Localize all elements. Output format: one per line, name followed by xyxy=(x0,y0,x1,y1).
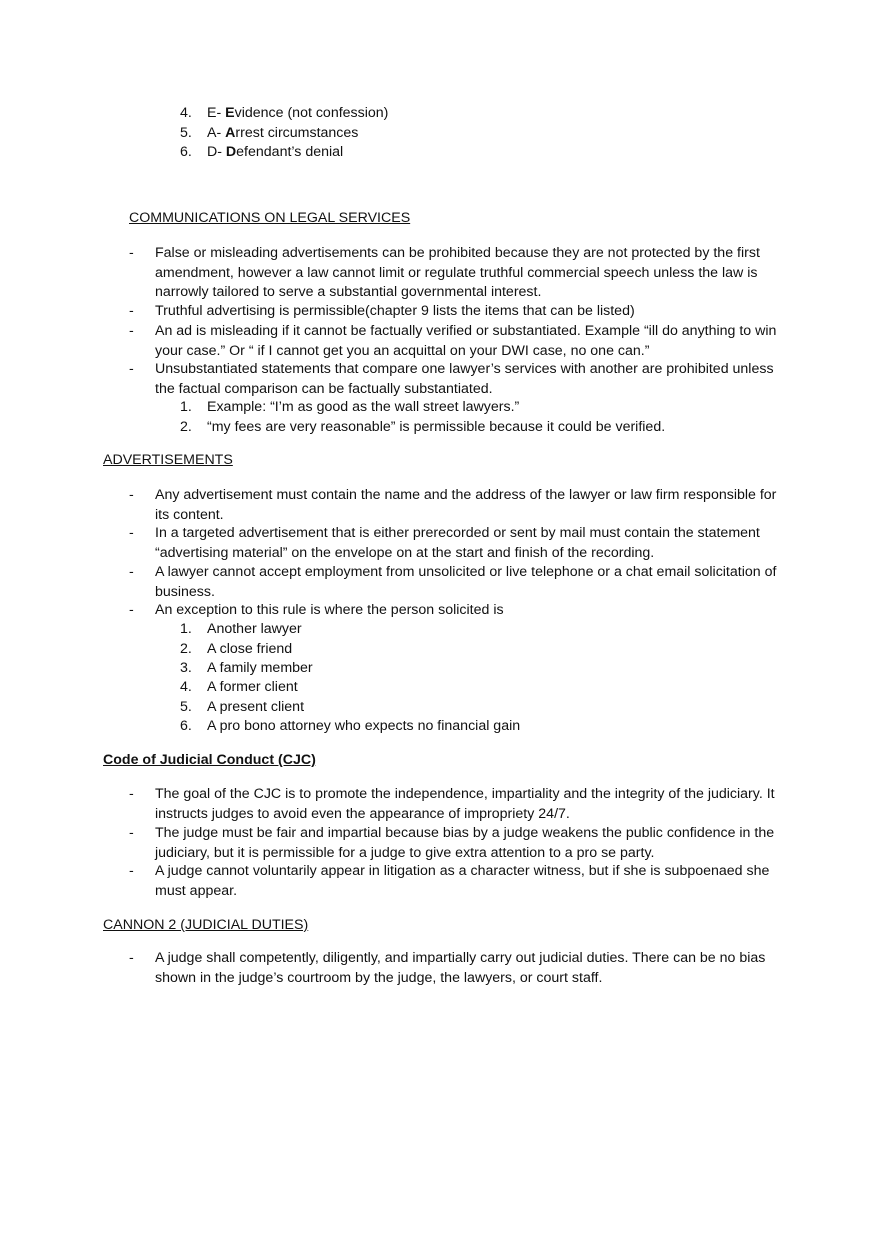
list-item: 3. A family member xyxy=(180,660,313,676)
list-item: 6. D- Defendant’s denial xyxy=(180,143,343,163)
bullet-item: - The goal of the CJC is to promote the independence, impartiality and the integrity of the judiciary. It instructs judges to avoid even the appearance of impropriety 24/7. xyxy=(129,786,775,822)
bullet-item: - In a targeted advertisement that is either prerecorded or sent by mail must contain the statement “advertising material” on the envelope on at the start and finish of the recording. xyxy=(129,525,760,561)
bullet-item: - An exception to this rule is where the person solicited is xyxy=(129,602,504,618)
bullet-item: - Any advertisement must contain the name and the address of the lawyer or law firm responsible for its content. xyxy=(129,487,777,523)
list-item: 1. Example: “I’m as good as the wall street lawyers.” xyxy=(180,399,520,415)
bullet-item: - A judge cannot voluntarily appear in litigation as a character witness, but if she is subpoenaed she must appear. xyxy=(129,863,770,899)
section-heading-cjc: Code of Judicial Conduct (CJC) xyxy=(103,752,316,768)
bullet-item: - A judge shall competently, diligently, and impartially carry out judicial duties. There can be no bias shown in the judge’s courtroom by the judge, the lawyers, or court staff. xyxy=(129,950,766,986)
section-heading-advertisements: ADVERTISEMENTS xyxy=(103,452,233,468)
bullet-item: - False or misleading advertisements can be prohibited because they are not protected by the first amendment, however a law cannot limit or regulate truthful commercial speech unless the law is narrowly tailored to serve a substantial governmental interest. xyxy=(129,245,760,300)
bullet-item: - Unsubstantiated statements that compare one lawyer’s services with another are prohibited unless the factual comparison can be factually substantiated. xyxy=(129,361,774,397)
list-item: 1. Another lawyer xyxy=(180,621,302,637)
list-number: 5. xyxy=(180,125,192,141)
list-item: 6. A pro bono attorney who expects no financial gain xyxy=(180,718,521,734)
list-item: 5. A present client xyxy=(180,699,305,715)
section-heading-cannon2: CANNON 2 (JUDICIAL DUTIES) xyxy=(103,917,309,933)
bullet-item: - Truthful advertising is permissible(chapter 9 lists the items that can be listed) xyxy=(129,303,635,319)
bullet-item: - The judge must be fair and impartial because bias by a judge weakens the public confidence in the judiciary, but it is permissible for a judge to give extra attention to a pro se party. xyxy=(129,825,775,861)
section-heading-communications: COMMUNICATIONS ON LEGAL SERVICES xyxy=(129,210,411,226)
list-number: 4. xyxy=(180,105,192,121)
list-item: 4. E- Evidence (not confession) xyxy=(180,104,388,124)
list-number: 6. xyxy=(180,144,192,160)
list-item: 5. A- Arrest circumstances xyxy=(180,124,358,144)
bullet-item: - A lawyer cannot accept employment from unsolicited or live telephone or a chat email solicitation of business. xyxy=(129,564,777,600)
bullet-item: - An ad is misleading if it cannot be factually verified or substantiated. Example “ill do anything to win your case.” Or “ if I cannot get you an acquittal on your DWI case, no one can.” xyxy=(129,323,777,359)
list-item: 4. A former client xyxy=(180,679,298,695)
list-item: 2. A close friend xyxy=(180,641,293,657)
list-item: 2. “my fees are very reasonable” is permissible because it could be verified. xyxy=(180,419,666,435)
